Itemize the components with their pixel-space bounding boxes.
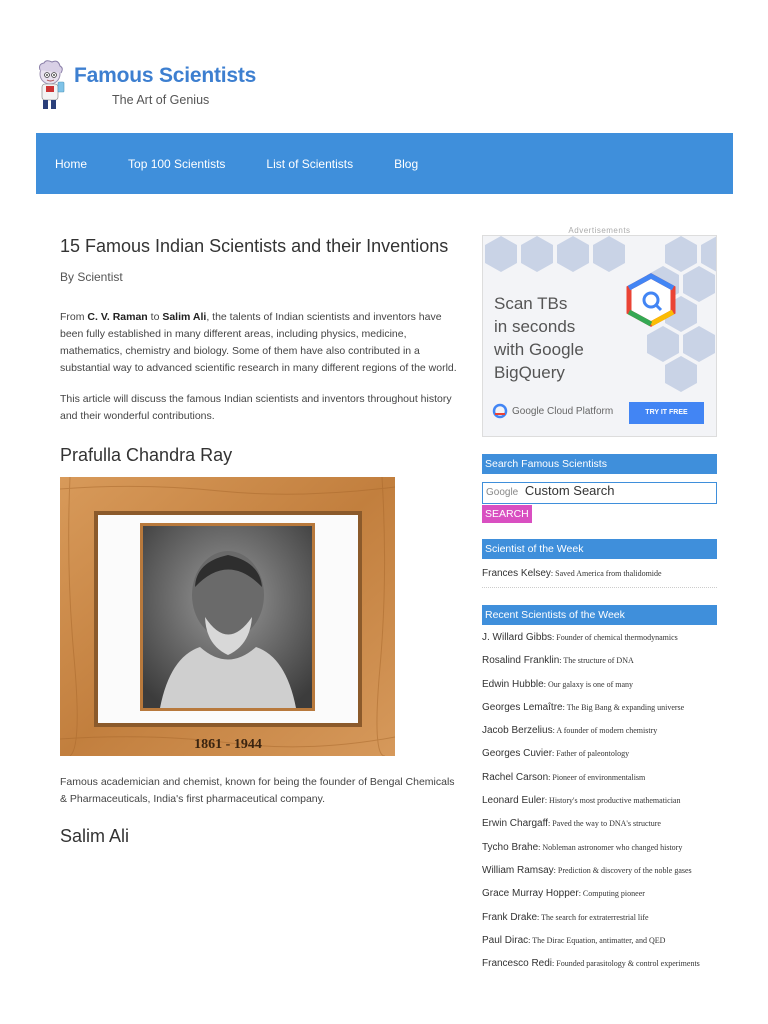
list-item[interactable]: [482, 632, 717, 655]
ad-footer-brand: Google Cloud Platform: [512, 406, 614, 417]
widget-title-search: Search Famous Scientists: [482, 454, 717, 474]
recent-name[interactable]: J. Willard Gibbs: [482, 632, 553, 643]
recent-name[interactable]: Frank Drake: [482, 911, 538, 923]
recent-desc: : Pioneer of environmentalism: [548, 772, 646, 782]
nav-top-100-scientists[interactable]: Top 100 Scientists: [128, 156, 226, 171]
portrait-frame-image: [60, 477, 395, 756]
recent-desc: : Our galaxy is one of many: [543, 679, 634, 689]
divider: [482, 587, 717, 588]
recent-name[interactable]: Grace Murray Hopper: [482, 888, 579, 900]
recent-name[interactable]: Rosalind Franklin: [482, 655, 560, 667]
intro-from: From: [60, 311, 85, 323]
google-brand-label: Google: [486, 487, 519, 498]
list-item[interactable]: [482, 655, 717, 678]
recent-name[interactable]: William Ramsay: [482, 864, 554, 876]
week-scientist-name[interactable]: Frances Kelsey: [482, 568, 551, 579]
recent-desc: : The Dirac Equation, antimatter, and QED: [528, 935, 666, 945]
list-item[interactable]: [482, 702, 717, 725]
portrait-years: 1861 - 1944: [194, 737, 262, 752]
recent-name[interactable]: Georges Lemaître: [482, 701, 563, 713]
search-button[interactable]: SEARCH: [482, 505, 532, 523]
nav-home[interactable]: Home: [55, 156, 88, 171]
widget-title-recent-scientists: Recent Scientists of the Week: [482, 605, 717, 625]
scientist-mascot-icon[interactable]: [36, 60, 72, 112]
list-item[interactable]: [482, 795, 717, 818]
recent-name[interactable]: Rachel Carson: [482, 771, 549, 783]
ad-line-1: Scan TBs: [494, 294, 568, 313]
ad-headline: [494, 292, 584, 384]
caption-prafulla-chandra-ray: Famous academician and chemist, known for being the founder of Bengal Chemicals & Pharmaceuticals, India's first pharmaceutical company.: [60, 776, 455, 805]
list-item[interactable]: [482, 912, 717, 935]
overview-paragraph: This article will discuss the famous Indian scientists and inventors throughout history and their wonderful contributions.: [60, 393, 452, 422]
article-byline: By Scientist: [60, 270, 123, 284]
recent-name[interactable]: Georges Cuvier: [482, 748, 553, 760]
ad-line-4: BigQuery: [494, 363, 565, 382]
recent-desc: : Paved the way to DNA's structure: [547, 819, 661, 829]
recent-desc: : Founder of chemical thermodynamics: [552, 633, 678, 642]
list-item[interactable]: [482, 748, 717, 771]
recent-name[interactable]: Edwin Hubble: [482, 678, 544, 690]
recent-name[interactable]: Jacob Berzelius: [482, 725, 553, 737]
link-salim-ali[interactable]: Salim Ali: [162, 311, 207, 323]
portrait-prafulla-chandra-ray: [60, 477, 395, 756]
site-tagline: The Art of Genius: [112, 93, 210, 107]
search-placeholder: Custom Search: [524, 483, 615, 498]
recent-name[interactable]: Francesco Redi: [482, 958, 553, 970]
recent-name[interactable]: Tycho Brahe: [482, 841, 539, 853]
nav-blog[interactable]: Blog: [394, 156, 419, 171]
recent-desc: : The Big Bang & expanding universe: [562, 702, 685, 712]
list-item[interactable]: [482, 842, 717, 865]
recent-desc: : The structure of DNA: [559, 656, 634, 666]
main-navigation: [36, 133, 733, 194]
list-item[interactable]: [482, 818, 717, 841]
list-item[interactable]: [482, 772, 717, 795]
list-item[interactable]: [482, 679, 717, 702]
list-item[interactable]: [482, 935, 717, 958]
ad-label: Advertisements: [568, 226, 631, 235]
list-item[interactable]: [482, 958, 717, 981]
recent-desc: : Father of paleontology: [552, 749, 630, 759]
recent-scientists-list: [482, 632, 717, 981]
section-heading-salim-ali: Salim Ali: [60, 826, 130, 846]
section-heading-prafulla-chandra-ray: Prafulla Chandra Ray: [60, 445, 233, 465]
recent-desc: : Nobleman astronomer who changed history: [538, 842, 683, 852]
ad-try-it-free-button[interactable]: TRY IT FREE: [629, 402, 704, 424]
week-scientist-desc: : Saved America from thalidomide: [550, 569, 662, 578]
list-item[interactable]: [482, 888, 717, 911]
recent-desc: : Computing pioneer: [578, 889, 645, 899]
recent-desc: : Founded parasitology & control experiments: [552, 959, 700, 969]
nav-list-of-scientists[interactable]: List of Scientists: [266, 156, 354, 171]
recent-desc: : A founder of modern chemistry: [552, 726, 658, 736]
ad-line-3: with Google: [494, 340, 584, 359]
site-header: [36, 58, 336, 116]
recent-desc: : History's most productive mathematician: [544, 796, 681, 806]
recent-name[interactable]: Leonard Euler: [482, 795, 545, 807]
ad-line-2: in seconds: [494, 317, 576, 336]
intro-paragraph: [60, 309, 458, 377]
widget-title-scientist-of-the-week: Scientist of the Week: [482, 539, 717, 559]
advertisement-banner[interactable]: [482, 235, 717, 437]
recent-desc: : The search for extraterrestrial life: [537, 912, 649, 922]
recent-desc: : Prediction & discovery of the noble gases: [553, 865, 692, 875]
intro-rest: , the talents of Indian scientists and inventors have been fully established in many different areas, including physics, medicine, mathematics, chemistry and biology. Some of them have also contributed in a substantial way to advanced scientific research in many different regions of the world.: [60, 311, 457, 374]
list-item[interactable]: [482, 865, 717, 888]
article-title: 15 Famous Indian Scientists and their Inventions: [60, 236, 449, 256]
list-item[interactable]: [482, 725, 717, 748]
intro-to: to: [150, 311, 160, 323]
link-cv-raman[interactable]: C. V. Raman: [87, 311, 148, 323]
site-title[interactable]: Famous Scientists: [74, 64, 257, 87]
recent-name[interactable]: Erwin Chargaff: [482, 818, 548, 830]
article: [60, 234, 458, 848]
search-input[interactable]: [482, 482, 717, 504]
scientist-of-the-week-item[interactable]: [482, 568, 662, 579]
recent-name[interactable]: Paul Dirac: [482, 934, 529, 946]
